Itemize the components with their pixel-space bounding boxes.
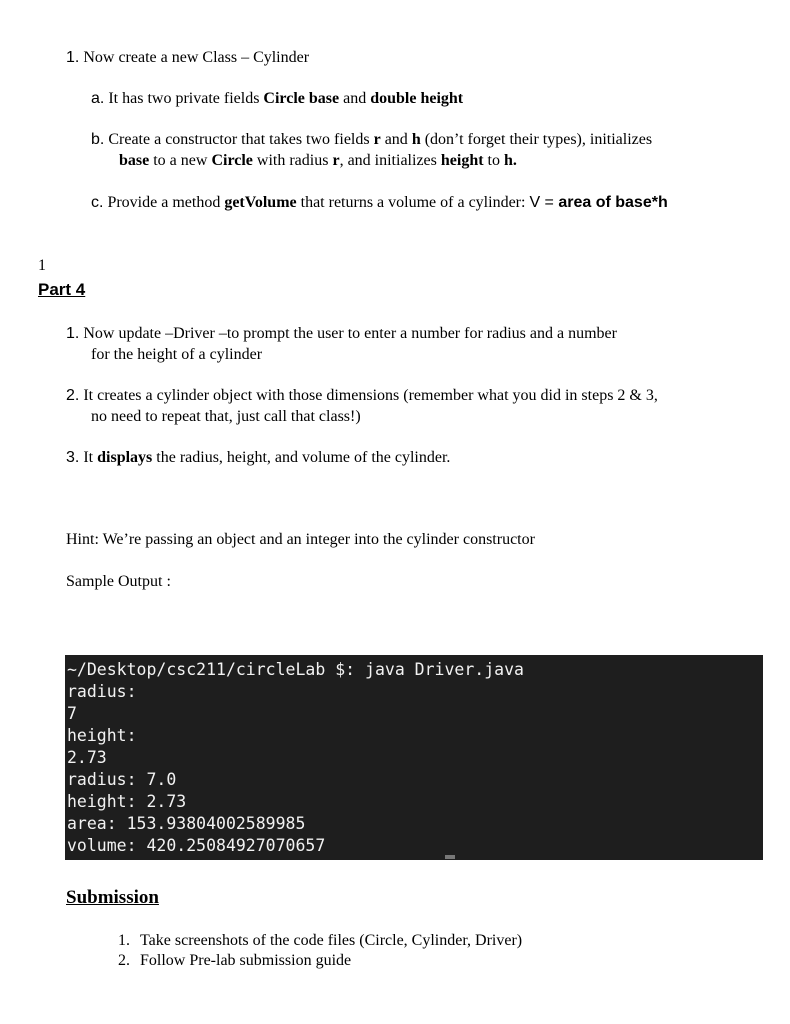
list-letter: c. xyxy=(91,194,104,211)
text-run: to a new xyxy=(149,152,212,169)
submission-item-1 xyxy=(118,931,522,951)
hint-text: Hint: We’re passing an object and an integer into the cylinder constructor xyxy=(66,531,535,548)
list-text: It creates a cylinder object with those dimensions (remember what you did in steps 2 & 3, xyxy=(83,387,658,404)
text-run-bold: Circle xyxy=(211,152,253,169)
list-text: Take screenshots of the code files (Circle, Cylinder, Driver) xyxy=(140,932,523,949)
text-run: It has two private fields xyxy=(108,90,264,107)
stray-number: 1 xyxy=(38,257,46,274)
list-number: 3. xyxy=(66,449,80,466)
list-number: 2. xyxy=(118,952,130,969)
text-run: and xyxy=(380,131,412,148)
part4-item-2-line1 xyxy=(66,386,658,406)
text-run: and xyxy=(339,90,371,107)
text-run-bold: getVolume xyxy=(224,194,297,211)
list-number: 1. xyxy=(118,932,130,949)
text-run-bold: area of base*h xyxy=(558,194,668,211)
text-run: to xyxy=(483,152,504,169)
submission-item-2 xyxy=(118,951,351,971)
part4-item-2-line2: no need to repeat that, just call that class!) xyxy=(91,408,361,425)
part4-heading: Part 4 xyxy=(38,280,86,299)
terminal-line: height: 2.73 xyxy=(67,792,187,811)
text-run: It xyxy=(83,449,98,466)
cylinder-item-b-line2 xyxy=(119,151,517,171)
list-text: Now create a new Class – Cylinder xyxy=(83,49,310,66)
text-run: with radius xyxy=(252,152,333,169)
terminal-line: radius: xyxy=(67,682,137,701)
terminal-line: 2.73 xyxy=(67,748,107,767)
terminal-line: height: xyxy=(67,726,137,745)
text-run-bold: double height xyxy=(370,90,464,107)
list-number: 2. xyxy=(66,387,80,404)
text-run-bold: h xyxy=(411,131,421,148)
text-run: that returns a volume of a cylinder: xyxy=(296,194,530,211)
text-run-bold: base xyxy=(119,152,150,169)
terminal-line: area: 153.93804002589985 xyxy=(67,814,306,833)
list-number: 1. xyxy=(66,49,80,66)
terminal-line: ~/Desktop/csc211/circleLab $: java Driver.java xyxy=(67,660,524,679)
list-letter: b. xyxy=(91,131,105,148)
text-run-bold: displays xyxy=(97,449,153,466)
text-run: V = xyxy=(529,194,559,211)
part4-item-3 xyxy=(66,448,450,468)
text-run: the radius, height, and volume of the cylinder. xyxy=(152,449,451,466)
text-run-bold: Circle base xyxy=(263,90,340,107)
terminal-output xyxy=(65,655,763,860)
terminal-line: volume: 420.25084927070657 xyxy=(67,836,326,855)
cylinder-item-c xyxy=(91,193,668,213)
list-number: 1. xyxy=(66,325,80,342)
text-run: , and initializes xyxy=(339,152,441,169)
list-text: Now update –Driver –to prompt the user to enter a number for radius and a number xyxy=(83,325,617,342)
text-run-bold: h. xyxy=(504,152,517,169)
cylinder-item-a xyxy=(91,89,463,109)
terminal-cursor xyxy=(445,855,455,859)
text-run: Create a constructor that takes two fields xyxy=(108,131,374,148)
list-letter: a. xyxy=(91,90,105,107)
cylinder-item-1 xyxy=(66,48,309,68)
terminal-line: 7 xyxy=(67,704,77,723)
submission-heading: Submission xyxy=(66,887,159,908)
terminal-line: radius: 7.0 xyxy=(67,770,177,789)
text-run-bold: height xyxy=(440,152,484,169)
text-run: (don’t forget their types), initializes xyxy=(420,131,653,148)
text-run: Provide a method xyxy=(107,194,225,211)
part4-item-1-line2: for the height of a cylinder xyxy=(91,346,263,363)
list-text: Follow Pre-lab submission guide xyxy=(140,952,352,969)
text-run-bold: r xyxy=(332,152,340,169)
sample-output-label: Sample Output : xyxy=(66,573,171,590)
cylinder-item-b-line1 xyxy=(91,130,652,150)
text-run-bold: r xyxy=(373,131,381,148)
part4-item-1-line1 xyxy=(66,324,617,344)
